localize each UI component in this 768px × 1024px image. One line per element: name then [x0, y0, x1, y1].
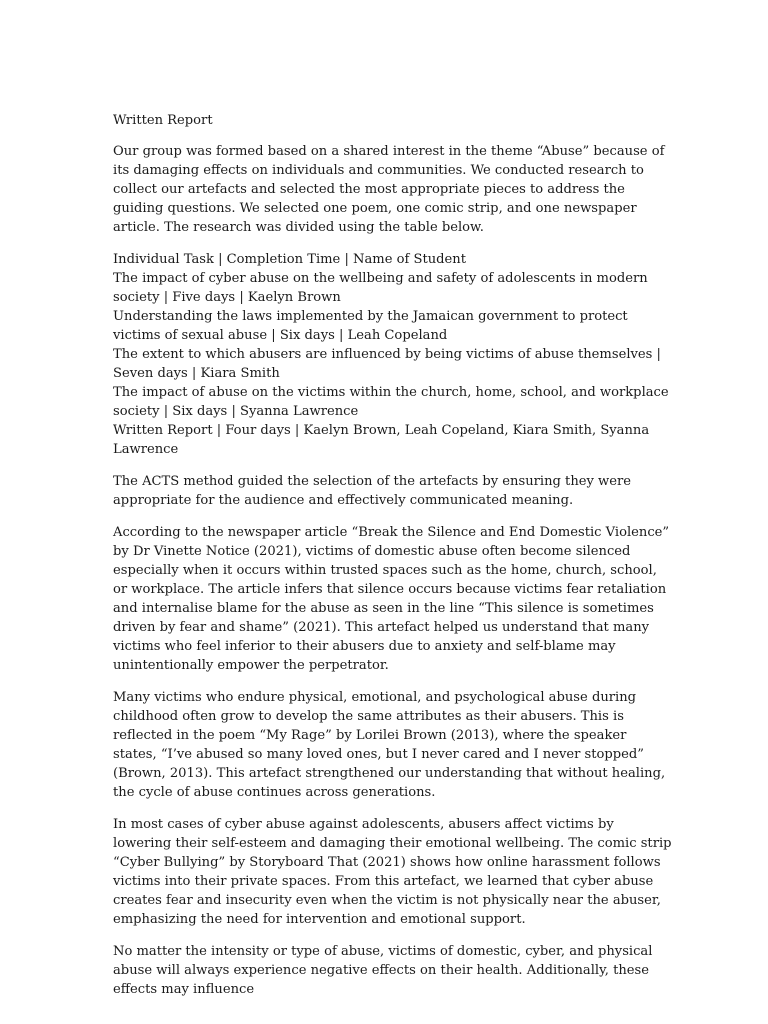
- task-table-row: The extent to which abusers are influenced by being victims of abuse themselves | Seven days | Kiara Smith: [113, 347, 661, 381]
- task-table-row: The impact of abuse on the victims within the church, home, school, and workplace society | Six days | Syanna Lawrence: [113, 385, 669, 419]
- intro-paragraph: Our group was formed based on a shared interest in the theme “Abuse” because of its damaging effects on individuals and communities. We conducted research to collect our artefacts and selected the most appropriate pieces to address the guiding questions. We selected one poem, one comic strip, and one newspaper article. The research was divided using the table below.: [113, 144, 665, 235]
- conclusion-paragraph: No matter the intensity or type of abuse, victims of domestic, cyber, and physical abuse will always experience negative effects on their health. Additionally, these effects may influence: [113, 944, 653, 997]
- document-title: Written Report: [113, 113, 213, 128]
- acts-method-paragraph: The ACTS method guided the selection of the artefacts by ensuring they were appropriate for the audience and effectively communicated meaning.: [113, 474, 632, 508]
- poem-paragraph: Many victims who endure physical, emotional, and psychological abuse during childhood often grow to develop the same attributes as their abusers. This is reflected in the poem “My Rage” by Lorilei Brown (2013), where the speaker states, “I’ve abused so many loved ones, but I never cared and I never stopped” (Brown, 2013). This artefact strengthened our understanding that without healing, the cycle of abuse continues across generations.: [113, 690, 666, 800]
- task-table-row: Written Report | Four days | Kaelyn Brown, Leah Copeland, Kiara Smith, Syanna Lawrence: [113, 423, 650, 457]
- document-body: [113, 111, 673, 1012]
- task-table-header: Individual Task | Completion Time | Name of Student: [113, 252, 467, 267]
- task-table: [113, 250, 673, 459]
- task-table-row: The impact of cyber abuse on the wellbeing and safety of adolescents in modern society | Five days | Kaelyn Brown: [113, 271, 648, 305]
- task-table-row: Understanding the laws implemented by the Jamaican government to protect victims of sexual abuse | Six days | Leah Copeland: [113, 309, 628, 343]
- comic-strip-paragraph: In most cases of cyber abuse against adolescents, abusers affect victims by lowering their self-esteem and damaging their emotional wellbeing. The comic strip “Cyber Bullying” by Storyboard That (2021) shows how online harassment follows victims into their private spaces. From this artefact, we learned that cyber abuse creates fear and insecurity even when the victim is not physically near the abuser, emphasizing the need for intervention and emotional support.: [113, 817, 672, 927]
- newspaper-article-paragraph: According to the newspaper article “Break the Silence and End Domestic Violence” by Dr Vinette Notice (2021), victims of domestic abuse often become silenced especially when it occurs within trusted spaces such as the home, church, school, or workplace. The article infers that silence occurs because victims fear retaliation and internalise blame for the abuse as seen in the line “This silence is sometimes driven by fear and shame” (2021). This artefact helped us understand that many victims who feel inferior to their abusers due to anxiety and self-blame may unintentionally empower the perpetrator.: [113, 525, 670, 673]
